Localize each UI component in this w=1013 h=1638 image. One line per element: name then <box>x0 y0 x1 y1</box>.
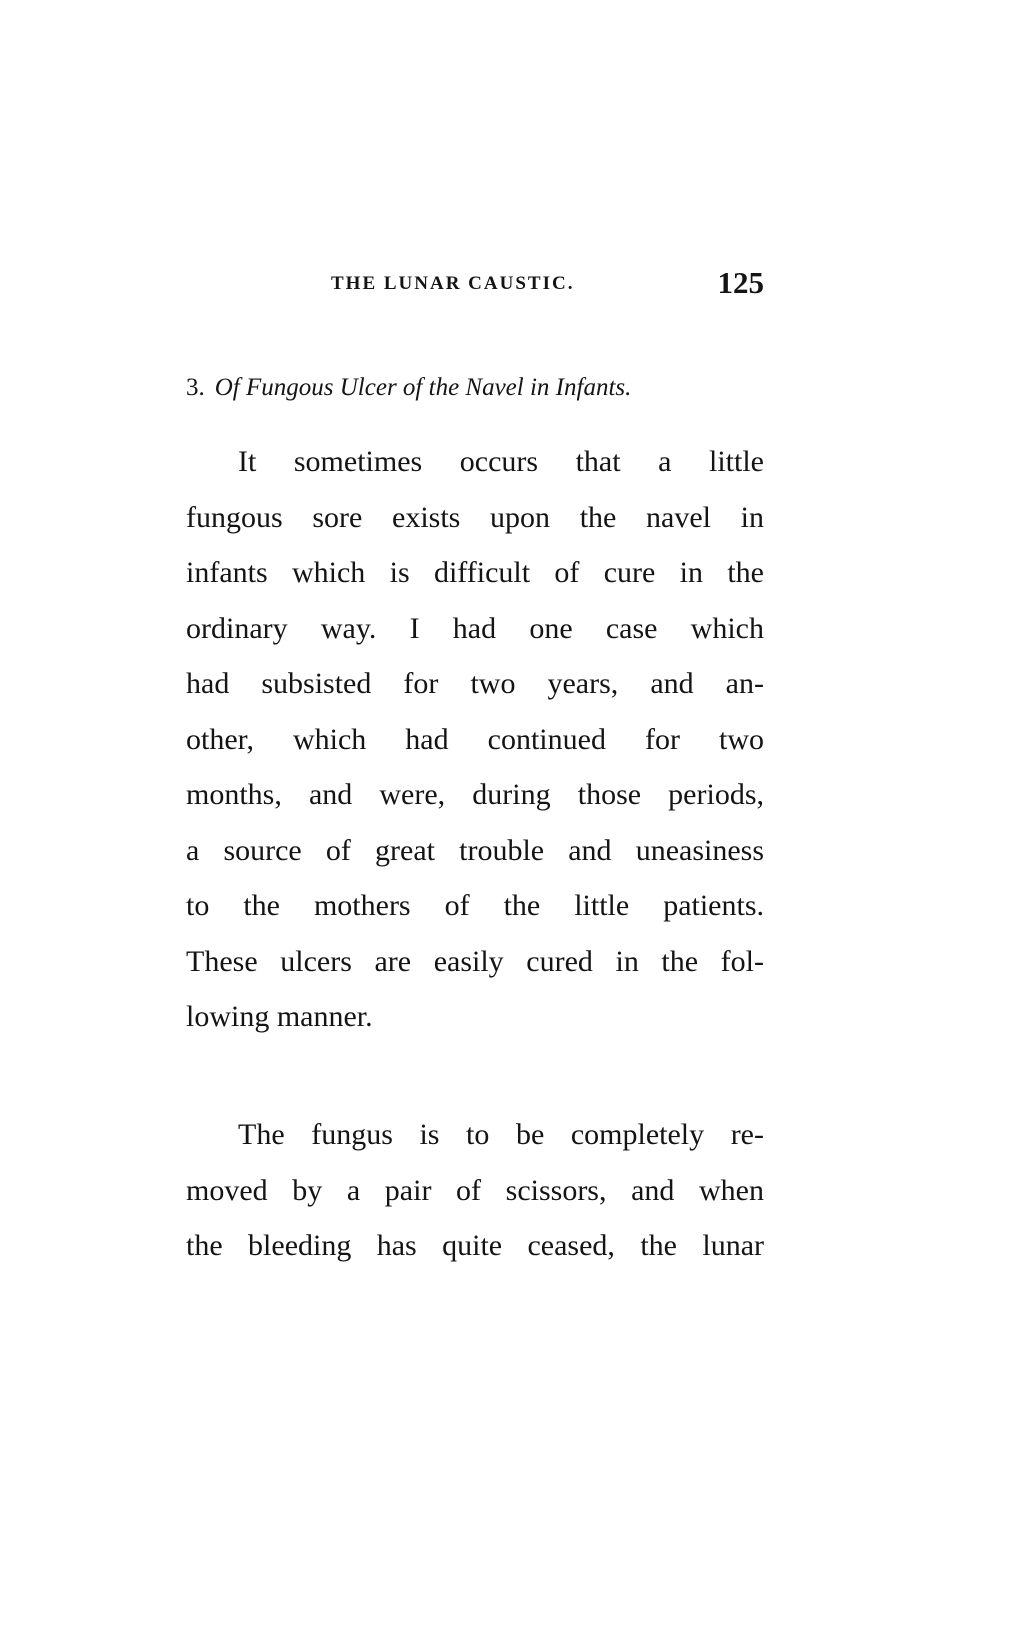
text-line: to the mothers of the little patients. <box>186 889 764 922</box>
running-head <box>184 265 764 305</box>
text-line: a source of great trouble and uneasiness <box>186 833 764 867</box>
text-line: These ulcers are easily cured in the fol- <box>186 944 764 978</box>
paragraph-2 <box>186 1107 764 1274</box>
section-number: 3. <box>186 374 205 401</box>
running-head-title: THE LUNAR CAUSTIC. <box>331 273 575 294</box>
text-line: moved by a pair of scissors, and when <box>186 1173 764 1207</box>
text-line: The fungus is to be completely re- <box>238 1118 764 1151</box>
page-number: 125 <box>717 265 764 300</box>
paragraph-1 <box>186 434 764 1045</box>
text-line: had subsisted for two years, and an- <box>186 667 764 700</box>
text-line: ordinary way. I had one case which <box>186 611 764 645</box>
text-line: months, and were, during those periods, <box>186 778 764 811</box>
text-line: It sometimes occurs that a little <box>238 445 764 478</box>
section-heading <box>186 374 766 402</box>
text-line: the bleeding has quite ceased, the lunar <box>186 1229 764 1262</box>
text-line: infants which is difficult of cure in the <box>186 556 764 589</box>
section-title: Of Fungous Ulcer of the Navel in Infants. <box>214 374 632 401</box>
text-line: fungous sore exists upon the navel in <box>186 500 764 534</box>
text-line: other, which had continued for two <box>186 722 764 756</box>
text-line: lowing manner. <box>186 1000 373 1033</box>
